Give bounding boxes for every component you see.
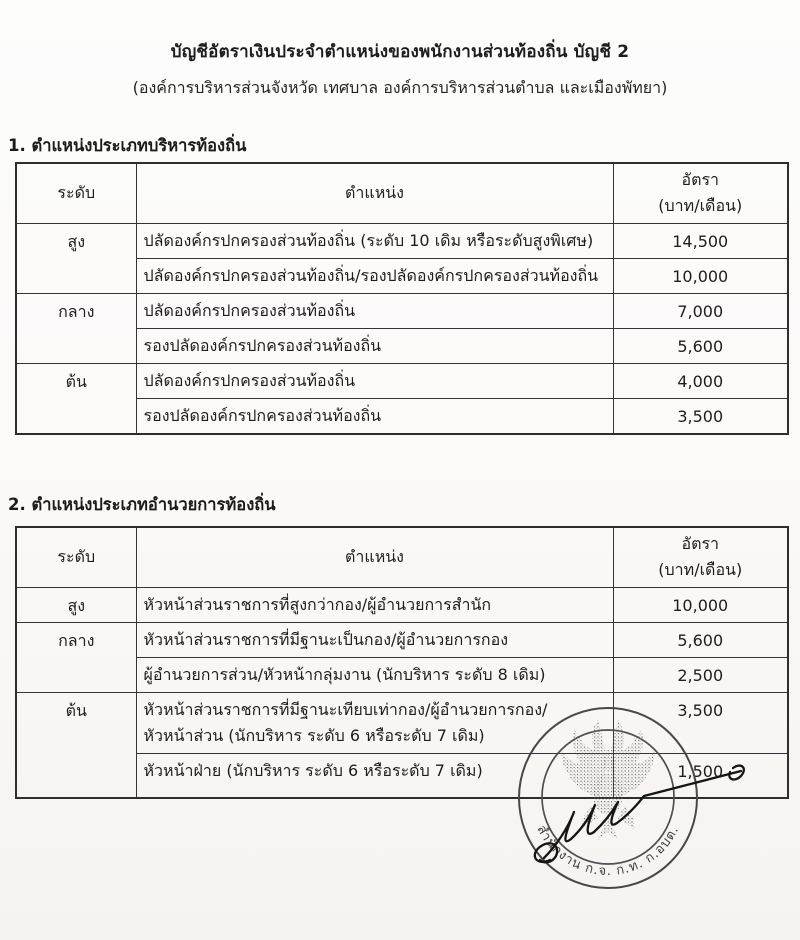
position-cell bbox=[136, 587, 613, 622]
position-line: หัวหน้าส่วนราชการที่มีฐานะเทียบเท่ากอง/ผู้อำนวยการกอง/ bbox=[143, 699, 548, 719]
position-line: หัวหน้าส่วนราชการที่มีฐานะเป็นกอง/ผู้อำนวยการกอง bbox=[143, 629, 509, 649]
column-header-position: ตำแหน่ง bbox=[136, 163, 613, 223]
level-cell: กลาง bbox=[16, 622, 136, 692]
column-header-level: ระดับ bbox=[16, 163, 136, 223]
document-title: บัญชีอัตราเงินประจำตำแหน่งของพนักงานส่วนท้องถิ่น บัญชี 2 bbox=[170, 42, 630, 62]
section-1-heading: 1. ตำแหน่งประเภทบริหารท้องถิ่น bbox=[8, 136, 247, 155]
level-cell: กลาง bbox=[16, 293, 136, 363]
rate-cell: 3,500 bbox=[613, 692, 788, 753]
header-row bbox=[16, 527, 788, 587]
position-line: ปลัดองค์กรปกครองส่วนท้องถิ่น bbox=[143, 370, 356, 390]
table-row bbox=[16, 587, 788, 622]
rate-table-executive bbox=[15, 162, 789, 435]
column-header-rate bbox=[613, 527, 788, 587]
position-cell bbox=[136, 223, 613, 258]
level-cell: ต้น bbox=[16, 363, 136, 434]
rate-cell: 2,500 bbox=[613, 657, 788, 692]
rate-cell: 1,500 bbox=[613, 753, 788, 798]
position-cell bbox=[136, 363, 613, 398]
rate-header-line2: (บาท/เดือน) bbox=[658, 196, 743, 216]
table-row bbox=[16, 223, 788, 258]
table-row bbox=[16, 622, 788, 657]
document-subtitle: (องค์การบริหารส่วนจังหวัด เทศบาล องค์การบริหารส่วนตำบล และเมืองพัทยา) bbox=[132, 78, 668, 97]
position-line: รองปลัดองค์กรปกครองส่วนท้องถิ่น bbox=[143, 335, 382, 355]
rate-header-line1: อัตรา bbox=[681, 534, 720, 554]
column-header-rate bbox=[613, 163, 788, 223]
position-cell bbox=[136, 657, 613, 692]
position-line: หัวหน้าฝ่าย (นักบริหาร ระดับ 6 หรือระดับ 7 เดิม) bbox=[143, 760, 483, 780]
rate-cell: 5,600 bbox=[613, 328, 788, 363]
position-line: ปลัดองค์กรปกครองส่วนท้องถิ่น bbox=[143, 300, 356, 320]
rate-header-line2: (บาท/เดือน) bbox=[658, 560, 743, 580]
position-cell bbox=[136, 293, 613, 328]
position-cell bbox=[136, 398, 613, 434]
header-row bbox=[16, 163, 788, 223]
signature-svg bbox=[520, 748, 765, 873]
level-cell: สูง bbox=[16, 587, 136, 622]
rate-cell: 14,500 bbox=[613, 223, 788, 258]
position-cell bbox=[136, 258, 613, 293]
table-row bbox=[16, 293, 788, 328]
position-line: รองปลัดองค์กรปกครองส่วนท้องถิ่น bbox=[143, 405, 382, 425]
position-cell bbox=[136, 622, 613, 657]
column-header-position: ตำแหน่ง bbox=[136, 527, 613, 587]
rate-cell: 10,000 bbox=[613, 587, 788, 622]
column-header-level: ระดับ bbox=[16, 527, 136, 587]
position-line: หัวหน้าส่วน (นักบริหาร ระดับ 6 หรือระดับ 7 เดิม) bbox=[143, 725, 485, 745]
position-line: หัวหน้าส่วนราชการที่สูงกว่ากอง/ผู้อำนวยการสำนัก bbox=[143, 594, 492, 614]
signature-ink bbox=[520, 748, 765, 873]
rate-cell: 5,600 bbox=[613, 622, 788, 657]
rate-header-line1: อัตรา bbox=[681, 170, 720, 190]
position-line: ผู้อำนวยการส่วน/หัวหน้ากลุ่มงาน (นักบริหาร ระดับ 8 เดิม) bbox=[143, 664, 546, 684]
section-2-heading: 2. ตำแหน่งประเภทอำนวยการท้องถิ่น bbox=[8, 495, 276, 514]
seal-arc-text: สำนักงาน ก.จ. ก.ท. ก.อบต. bbox=[533, 822, 683, 880]
position-line: ปลัดองค์กรปกครองส่วนท้องถิ่น (ระดับ 10 เดิม หรือระดับสูงพิเศษ) bbox=[143, 230, 594, 250]
level-cell: สูง bbox=[16, 223, 136, 293]
position-cell bbox=[136, 328, 613, 363]
rate-cell: 7,000 bbox=[613, 293, 788, 328]
table-row bbox=[16, 363, 788, 398]
position-line: ปลัดองค์กรปกครองส่วนท้องถิ่น/รองปลัดองค์กรปกครองส่วนท้องถิ่น bbox=[143, 265, 599, 285]
rate-cell: 3,500 bbox=[613, 398, 788, 434]
rate-cell: 4,000 bbox=[613, 363, 788, 398]
rate-cell: 10,000 bbox=[613, 258, 788, 293]
level-cell: ต้น bbox=[16, 692, 136, 798]
